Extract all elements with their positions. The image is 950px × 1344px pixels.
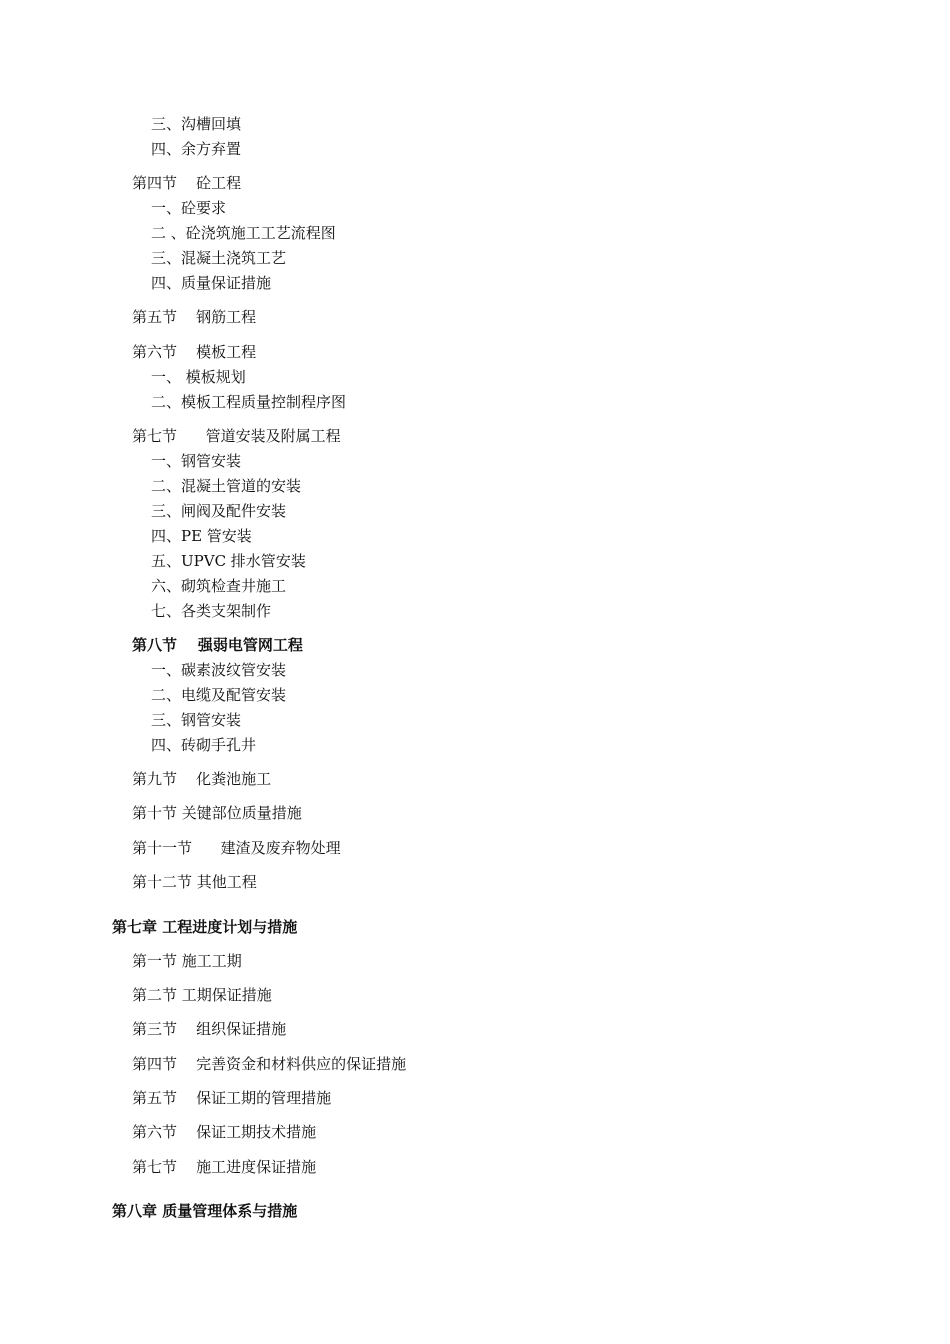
toc-section: 第四节 完善资金和材料供应的保证措施 <box>132 1055 407 1073</box>
toc-item: 一、钢管安装 <box>151 452 242 470</box>
toc-item: 三、沟槽回填 <box>151 115 242 133</box>
toc-item: 二、模板工程质量控制程序图 <box>151 393 347 411</box>
toc-item: 七、各类支架制作 <box>151 602 272 620</box>
toc-item: 六、砌筑检查井施工 <box>151 577 287 595</box>
toc-item: 五、UPVC 排水管安装 <box>151 552 306 570</box>
toc-section: 第十一节 建渣及废弃物处理 <box>132 839 341 857</box>
toc-item: 一、碳素波纹管安装 <box>151 661 287 679</box>
toc-item: 四、余方弃置 <box>151 140 242 158</box>
toc-section: 第五节 钢筋工程 <box>132 308 257 326</box>
toc-section: 第三节 组织保证措施 <box>132 1020 287 1038</box>
toc-chapter: 第八章 质量管理体系与措施 <box>112 1202 298 1220</box>
toc-item: 一、 模板规划 <box>151 368 246 386</box>
toc-section: 第二节 工期保证措施 <box>132 986 272 1004</box>
toc-item: 二、混凝土管道的安装 <box>151 477 302 495</box>
toc-section: 第六节 模板工程 <box>132 343 257 361</box>
toc-item: 三、混凝土浇筑工艺 <box>151 249 287 267</box>
toc-section: 第九节 化粪池施工 <box>132 770 272 788</box>
toc-section: 第四节 砼工程 <box>132 174 242 192</box>
toc-section: 第六节 保证工期技术措施 <box>132 1123 317 1141</box>
toc-item: 二、电缆及配管安装 <box>151 686 287 704</box>
toc-section: 第七节 施工进度保证措施 <box>132 1158 317 1176</box>
toc-item: 三、闸阀及配件安装 <box>151 502 287 520</box>
toc-section: 第十二节 其他工程 <box>132 873 257 891</box>
toc-item: 四、砖砌手孔井 <box>151 736 257 754</box>
toc-section: 第一节 施工工期 <box>132 952 242 970</box>
toc-item: 四、质量保证措施 <box>151 274 272 292</box>
toc-section: 第八节 强弱电管网工程 <box>132 636 303 654</box>
toc-chapter: 第七章 工程进度计划与措施 <box>112 918 298 936</box>
toc-section: 第七节 管道安装及附属工程 <box>132 427 341 445</box>
toc-section: 第十节 关键部位质量措施 <box>132 804 302 822</box>
toc-item: 二 、砼浇筑施工工艺流程图 <box>151 224 336 242</box>
toc-item: 三、钢管安装 <box>151 711 242 729</box>
toc-section: 第五节 保证工期的管理措施 <box>132 1089 332 1107</box>
toc-item: 一、砼要求 <box>151 199 227 217</box>
toc-item: 四、PE 管安装 <box>151 527 252 545</box>
